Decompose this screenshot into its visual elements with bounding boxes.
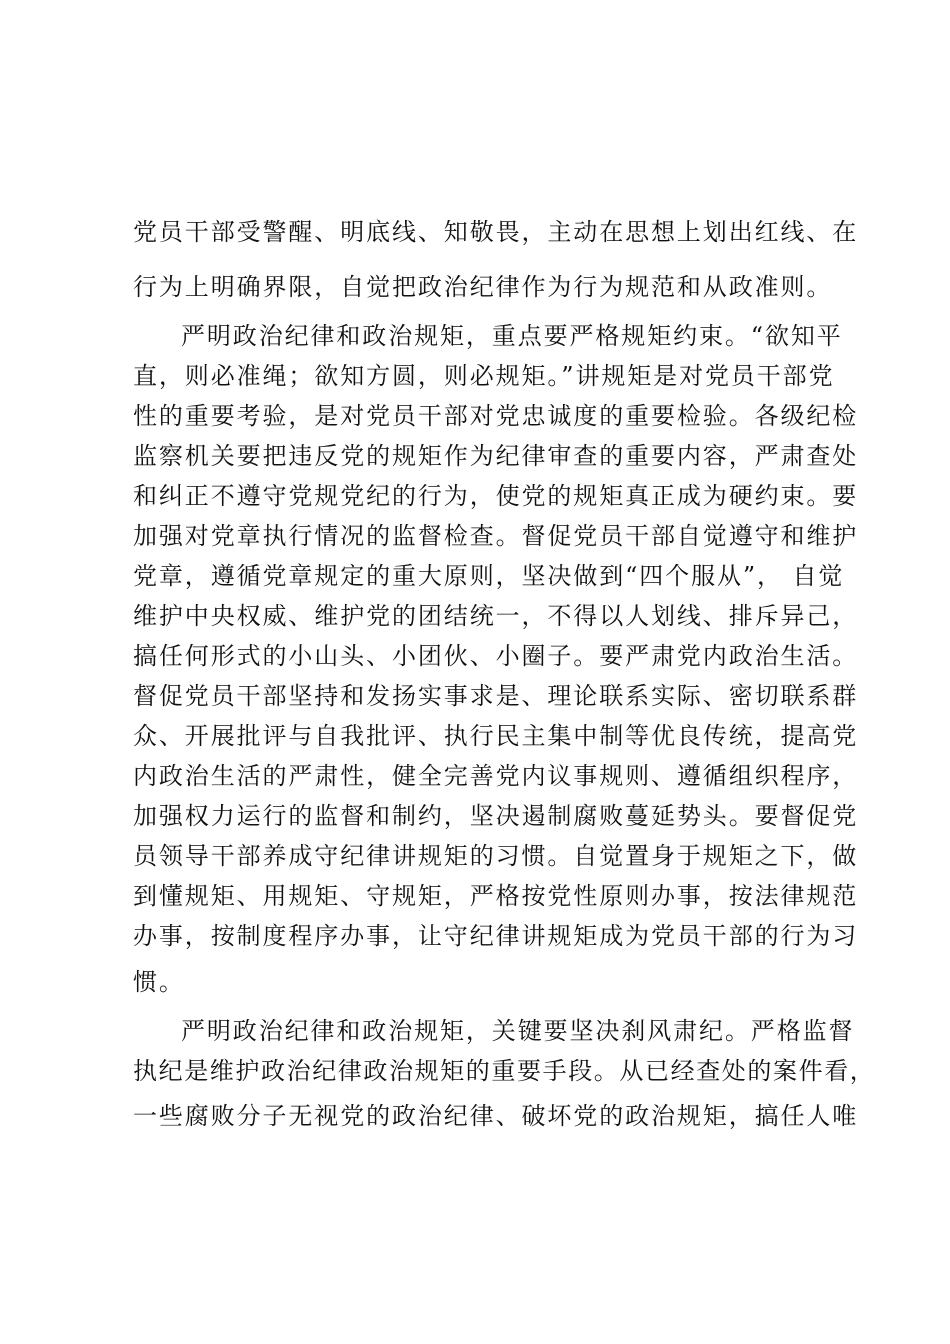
text-line: 和纠正不遵守党规党纪的行为，使党的规矩真正成为硬约束。要 xyxy=(133,482,859,510)
text-line: 惯。 xyxy=(133,968,185,996)
text-line: 督促党员干部坚持和发扬实事求是、理论联系实际、密切联系群 xyxy=(133,682,859,710)
text-line: 一些腐败分子无视党的政治纪律、破坏党的政治规矩，搞任人唯 xyxy=(133,1102,859,1130)
text-line: 性的重要考验，是对党员干部对党忠诚度的重要检验。各级纪检 xyxy=(133,402,859,430)
text-line: 众、开展批评与自我批评、执行民主集中制等优良传统，提高党 xyxy=(133,722,859,750)
text-line: 直，则必准绳；欲知方圆，则必规矩。”讲规矩是对党员干部党 xyxy=(133,362,835,390)
text-line: 员领导干部养成守纪律讲规矩的习惯。自觉置身于规矩之下，做 xyxy=(133,842,859,870)
text-line: 执纪是维护政治纪律政治规矩的重要手段。从已经查处的案件看， xyxy=(133,1057,876,1085)
text-line: 行为上明确界限，自觉把政治纪律作为行为规范和从政准则。 xyxy=(133,273,833,301)
text-line: 党员干部受警醒、明底线、知敬畏，主动在思想上划出红线、在 xyxy=(133,218,859,246)
paragraph-start-line: 严明政治纪律和政治规矩，关键要坚决刹风肃纪。严格监督 xyxy=(181,1017,855,1045)
text-line: 搞任何形式的小山头、小团伙、小圈子。要严肃党内政治生活。 xyxy=(133,642,859,670)
paragraph-start-line: 严明政治纪律和政治规矩，重点要严格规矩约束。“欲知平 xyxy=(181,322,843,350)
text-line: 加强权力运行的监督和制约，坚决遏制腐败蔓延势头。要督促党 xyxy=(133,802,859,830)
text-line: 办事，按制度程序办事，让守纪律讲规矩成为党员干部的行为习 xyxy=(133,922,859,950)
text-line: 党章，遵循党章规定的重大原则，坚决做到“四个服从”， 自觉 xyxy=(133,562,845,590)
text-line: 内政治生活的严肃性，健全完善党内议事规则、遵循组织程序， xyxy=(133,762,859,790)
text-line: 到懂规矩、用规矩、守规矩，严格按党性原则办事，按法律规范 xyxy=(133,882,859,910)
text-line: 加强对党章执行情况的监督检查。督促党员干部自觉遵守和维护 xyxy=(133,522,859,550)
text-line: 监察机关要把违反党的规矩作为纪律审查的重要内容，严肃查处 xyxy=(133,442,859,470)
text-line: 维护中央权威、维护党的团结统一，不得以人划线、排斥异己， xyxy=(133,602,859,630)
